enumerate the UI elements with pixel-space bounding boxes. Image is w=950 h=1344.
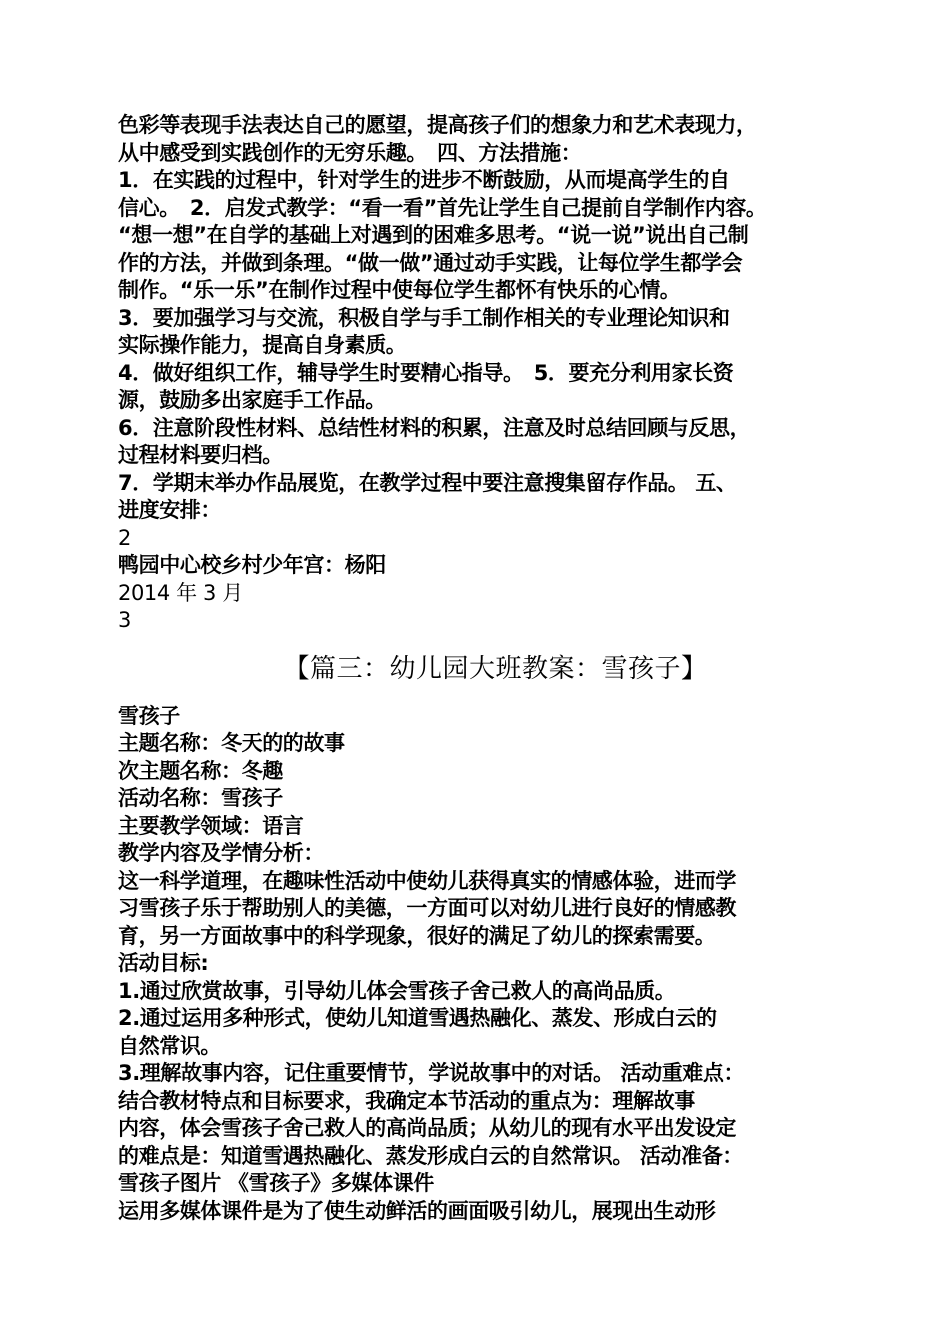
text-line: 的难点是：知道雪遇热融化、蒸发形成白云的自然常识。 活动准备： [118, 1143, 743, 1168]
text-line: 源，鼓励多出家庭手工作品。 [118, 388, 386, 412]
text-line: 6．注意阶段性材料、总结性材料的积累，注意及时总结回顾与反思， [118, 415, 751, 440]
text-line: 制作。“乐一乐”在制作过程中使每位学生都怀有快乐的心情。 [118, 278, 681, 302]
text-line: 活动名称：雪孩子 [118, 786, 283, 810]
text-line: 育，另一方面故事中的科学现象，很好的满足了幼儿的探索需要。 [118, 923, 716, 948]
text-line: 进度安排： [118, 498, 221, 522]
text-line: 运用多媒体课件是为了使生动鲜活的画面吸引幼儿，展现出生动形 [118, 1198, 716, 1223]
text-line: 2.通过运用多种形式，使幼儿知道雪遇热融化、蒸发、形成白云的 [118, 1006, 717, 1030]
text-line: 习雪孩子乐于帮助别人的美德，一方面可以对幼儿进行良好的情感教 [118, 896, 736, 920]
text-line: 7．学期末举办作品展览，在教学过程中要注意搜集留存作品。 五、 [118, 470, 737, 495]
section-heading: 【篇三：幼儿园大班教案：雪孩子】 [283, 653, 708, 684]
text-line: 信心。 2．启发式教学：“看一看”首先让学生自己提前自学制作内容。 [118, 195, 767, 220]
text-line: 3．要加强学习与交流，积极自学与手工制作相关的专业理论知识和 [118, 305, 730, 330]
text-line: 内容，体会雪孩子舍己救人的高尚品质；从幼儿的现有水平出发设定 [118, 1116, 736, 1140]
text-line: 雪孩子图片 《雪孩子》多媒体课件 [118, 1171, 434, 1195]
text-line: 次主题名称：冬趣 [118, 758, 283, 783]
text-line: 3.理解故事内容，记住重要情节，学说故事中的对话。 活动重难点： [118, 1061, 745, 1085]
page-number: 2 [118, 525, 131, 550]
text-line: “想一想”在自学的基础上对遇到的困难多思考。“说一说”说出自己制 [118, 223, 749, 247]
text-line: 色彩等表现手法表达自己的愿望，提高孩子们的想象力和艺术表现力， [118, 113, 757, 137]
text-line: 这一科学道理，在趣味性活动中使幼儿获得真实的情感体验，进而学 [118, 868, 736, 893]
text-line: 结合教材特点和目标要求，我确定本节活动的重点为：理解故事 [118, 1088, 695, 1113]
text-line: 教学内容及学情分析： [118, 841, 324, 865]
text-block-lesson-plan [118, 703, 843, 1226]
signature-line: 鸭园中心校乡村少年宫：杨阳 [118, 553, 386, 577]
document-page [118, 112, 843, 1225]
text-line: 实际操作能力，提高自身素质。 [118, 333, 407, 357]
text-line: 自然常识。 [118, 1033, 221, 1058]
page-number: 3 [118, 608, 131, 632]
text-line: 雪孩子 [118, 703, 180, 728]
text-line: 1.通过欣赏故事，引导幼儿体会雪孩子舍己救人的高尚品质。 [118, 978, 676, 1003]
text-line: 作的方法，并做到条理。“做一做”通过动手实践，让每位学生都学会 [118, 250, 743, 275]
text-line: 活动目标: [118, 951, 209, 975]
text-line: 1．在实践的过程中，针对学生的进步不断鼓励，从而堤高学生的自 [118, 168, 730, 192]
text-line: 4．做好组织工作，辅导学生时要精心指导。 5．要充分利用家长资 [118, 360, 734, 385]
text-line: 主题名称：冬天的的故事 [118, 731, 345, 755]
text-block-methods [118, 112, 843, 525]
text-line: 过程材料要归档。 [118, 443, 283, 467]
text-line: 从中感受到实践创作的无穷乐趣。 四、方法措施： [118, 140, 582, 165]
date-line: 2014 年 3 月 [118, 580, 243, 605]
text-line: 主要教学领域：语言 [118, 813, 304, 838]
